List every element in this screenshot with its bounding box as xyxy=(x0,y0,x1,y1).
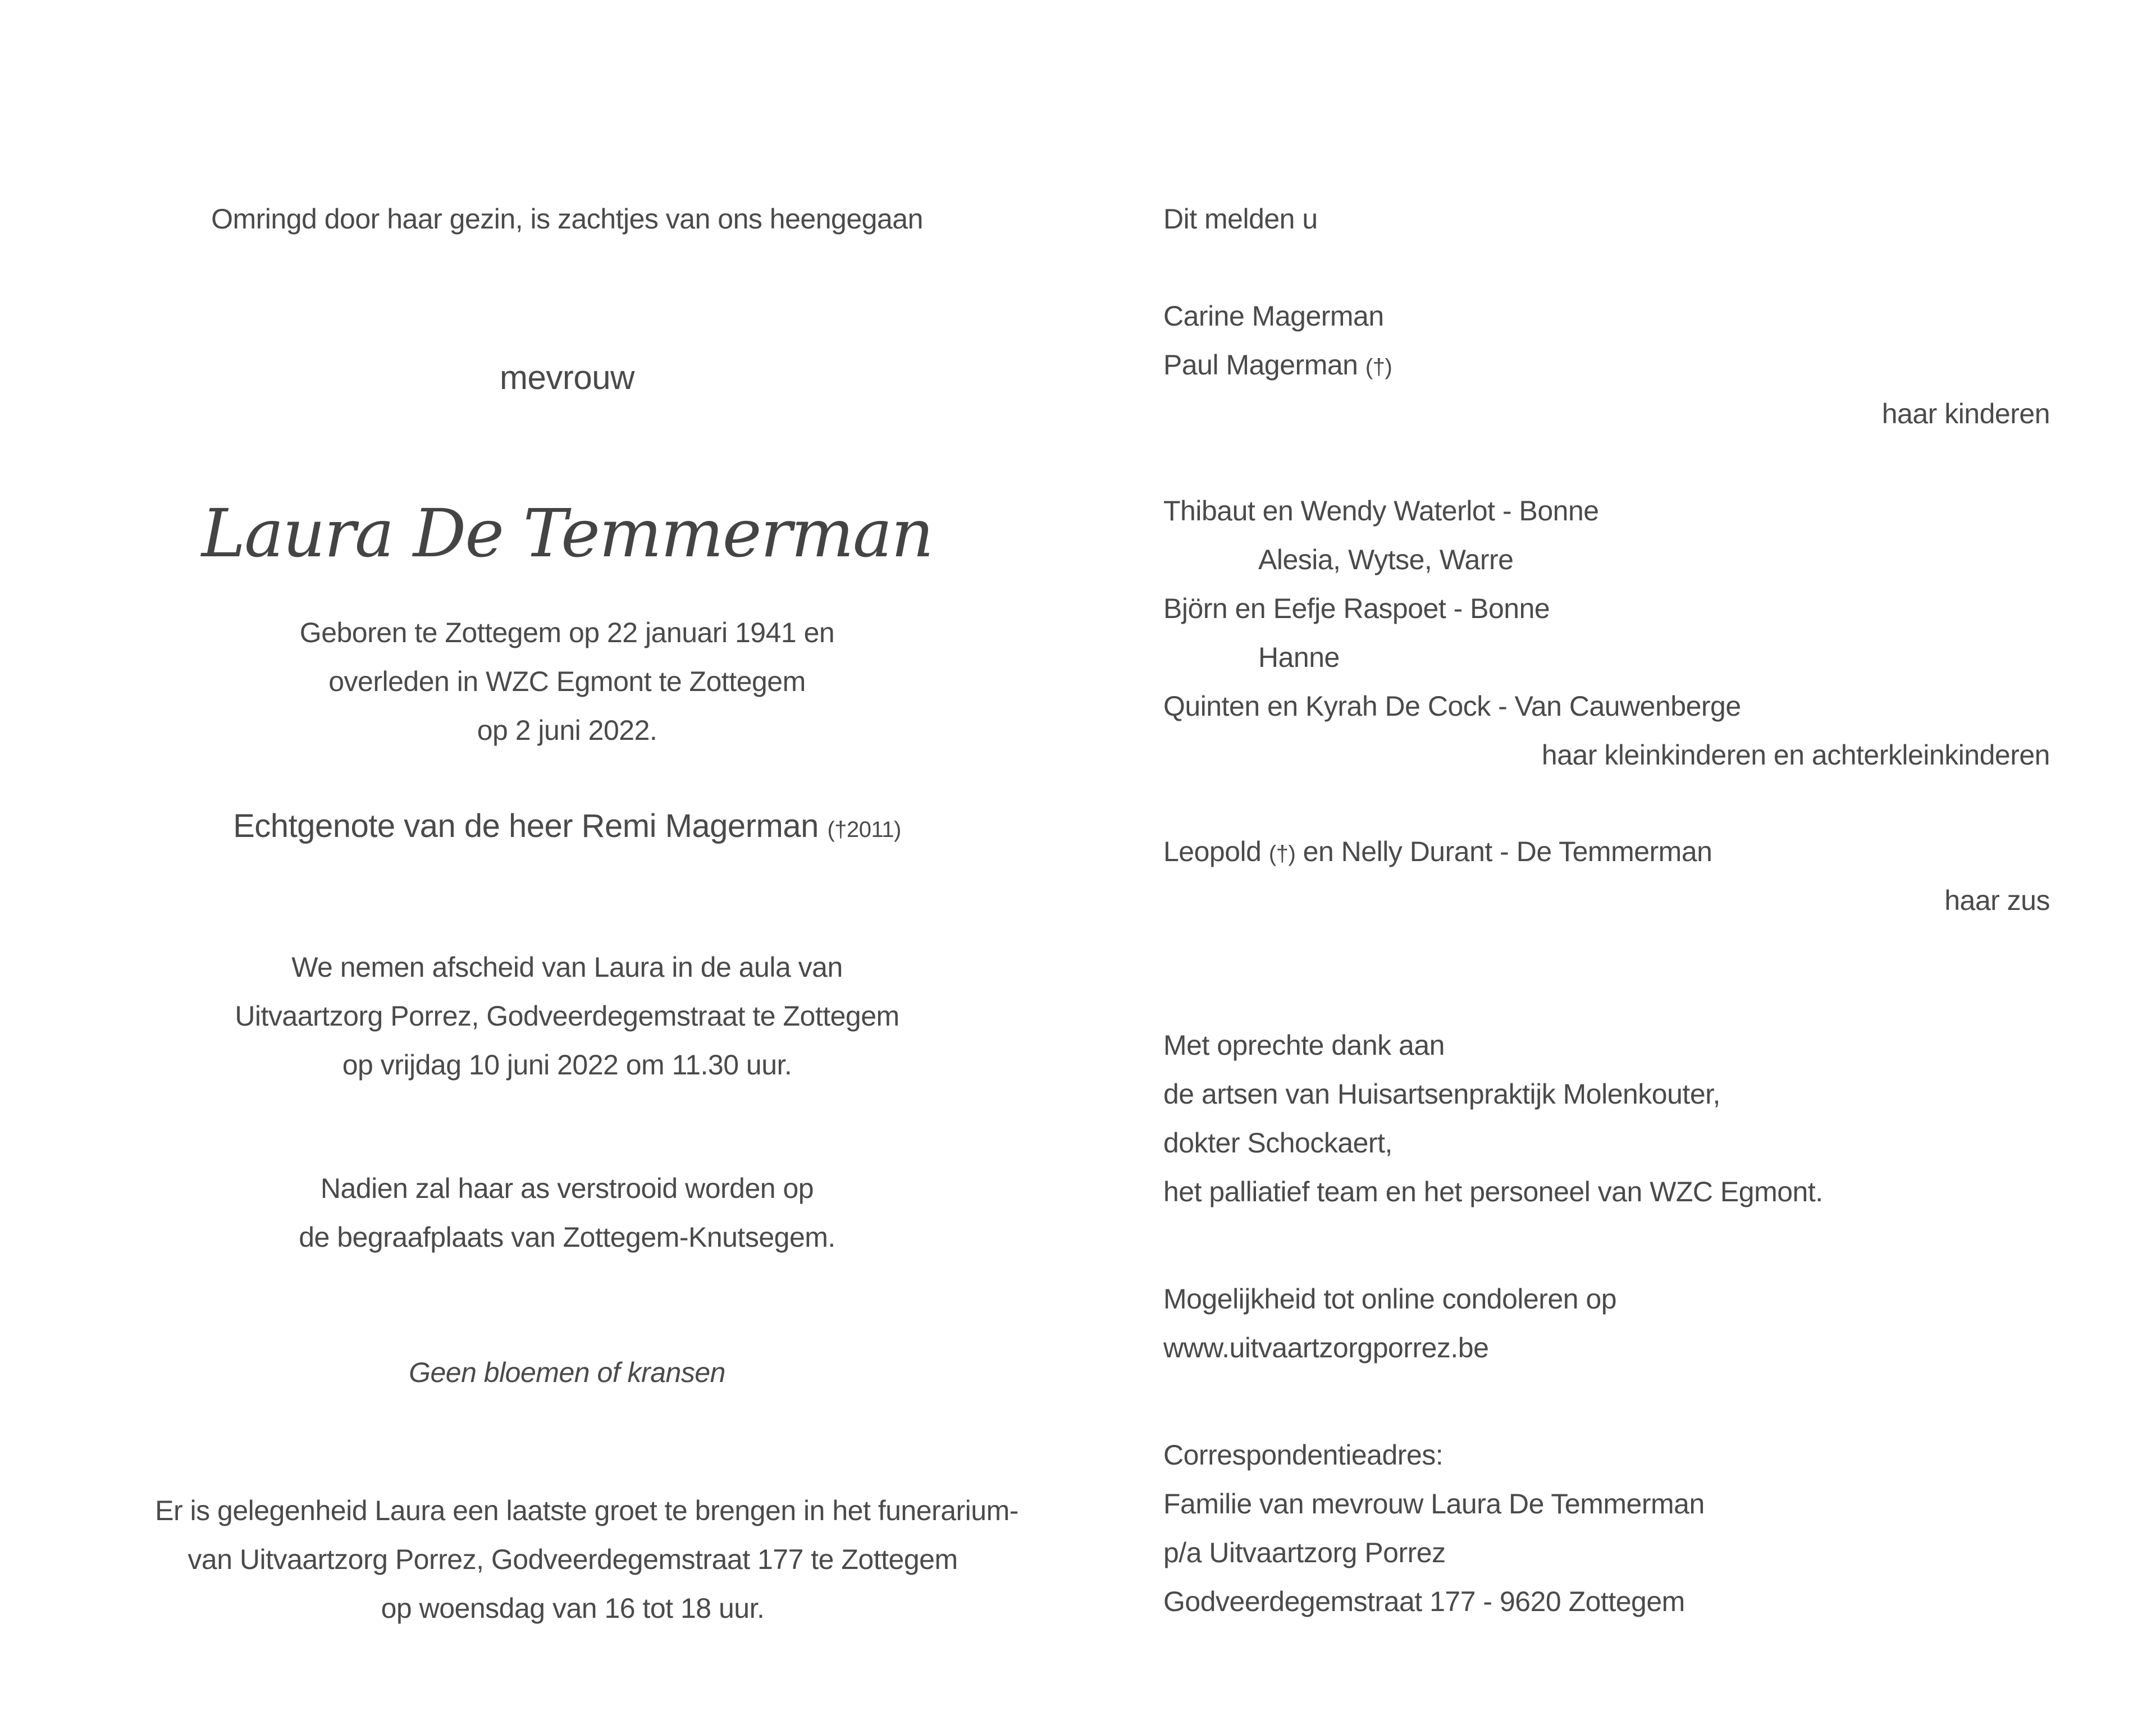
thanks-line-2: de artsen van Huisartsenpraktijk Molenkouter, xyxy=(1163,1078,1720,1110)
sister-line xyxy=(1163,835,1712,871)
sister-line-part1: Leopold xyxy=(1163,836,1262,867)
farewell-line-2: Uitvaartzorg Porrez, Godveerdegemstraat te Zottegem xyxy=(235,1000,899,1032)
deceased-mark: (†) xyxy=(1365,355,1392,379)
deceased-name: Laura De Temmerman xyxy=(201,495,933,572)
thanks-line-3: dokter Schockaert, xyxy=(1163,1127,1392,1159)
condolences-line: Mogelijkheid tot online condoleren op xyxy=(1163,1283,1617,1315)
farewell-line-1: We nemen afscheid van Laura in de aula van xyxy=(291,951,843,983)
spouse-line xyxy=(233,807,901,849)
birth-death-line-2: overleden in WZC Egmont te Zottegem xyxy=(328,666,806,697)
grandchildren-line-2: Alesia, Wytse, Warre xyxy=(1258,544,1514,575)
child-1: Carine Magerman xyxy=(1163,300,1384,332)
birth-death-line-3: op 2 juni 2022. xyxy=(477,715,657,746)
grandchildren-line-3: Björn en Eefje Raspoet - Bonne xyxy=(1163,593,1550,624)
grandchildren-line-1: Thibaut en Wendy Waterlot - Bonne xyxy=(1163,495,1599,527)
grandchildren-label: haar kleinkinderen en achterkleinkinderen xyxy=(1541,739,2050,771)
sister-line-part2: en Nelly Durant - De Temmerman xyxy=(1303,836,1712,867)
visitation-line-3: op woensdag van 16 tot 18 uur. xyxy=(381,1593,765,1624)
no-flowers-notice: Geen bloemen of kransen xyxy=(409,1357,725,1388)
visitation-line-2: van Uitvaartzorg Porrez, Godveerdegemstraat 177 te Zottegem xyxy=(188,1544,958,1575)
address-line-1: Familie van mevrouw Laura De Temmerman xyxy=(1163,1488,1705,1520)
children-label: haar kinderen xyxy=(1881,398,2050,429)
address-line-3: Godveerdegemstraat 177 - 9620 Zottegem xyxy=(1163,1586,1685,1617)
thanks-line-4: het palliatief team en het personeel van WZC Egmont. xyxy=(1163,1176,1823,1207)
address-line-2: p/a Uitvaartzorg Porrez xyxy=(1163,1537,1446,1568)
spouse-death-note: (†2011) xyxy=(827,817,901,842)
child-2-name: Paul Magerman xyxy=(1163,349,1358,381)
spouse-text: Echtgenote van de heer Remi Magerman xyxy=(233,808,819,844)
intro-text: Omringd door haar gezin, is zachtjes van ons heengegaan xyxy=(211,203,923,235)
address-heading: Correspondentieadres: xyxy=(1163,1439,1444,1471)
grandchildren-line-4: Hanne xyxy=(1258,642,1340,673)
grandchildren-line-5: Quinten en Kyrah De Cock - Van Cauwenberge xyxy=(1163,690,1741,722)
birth-death-line-1: Geboren te Zottegem op 22 januari 1941 en xyxy=(299,617,835,648)
visitation-line-1: Er is gelegenheid Laura een laatste groet te brengen in het funerarium- xyxy=(155,1495,1018,1526)
farewell-line-3: op vrijdag 10 juni 2022 om 11.30 uur. xyxy=(342,1049,792,1081)
announce-text: Dit melden u xyxy=(1163,203,1318,235)
honorific-title: mevrouw xyxy=(500,359,634,396)
thanks-line-1: Met oprechte dank aan xyxy=(1163,1030,1445,1061)
sister-label: haar zus xyxy=(1944,885,2050,916)
ashes-line-2: de begraafplaats van Zottegem-Knutsegem. xyxy=(299,1221,835,1253)
sister-deceased-mark: (†) xyxy=(1268,841,1296,866)
condolences-website-link[interactable]: www.uitvaartzorgporrez.be xyxy=(1163,1332,1489,1364)
child-2 xyxy=(1163,348,1392,384)
ashes-line-1: Nadien zal haar as verstrooid worden op xyxy=(320,1173,814,1204)
